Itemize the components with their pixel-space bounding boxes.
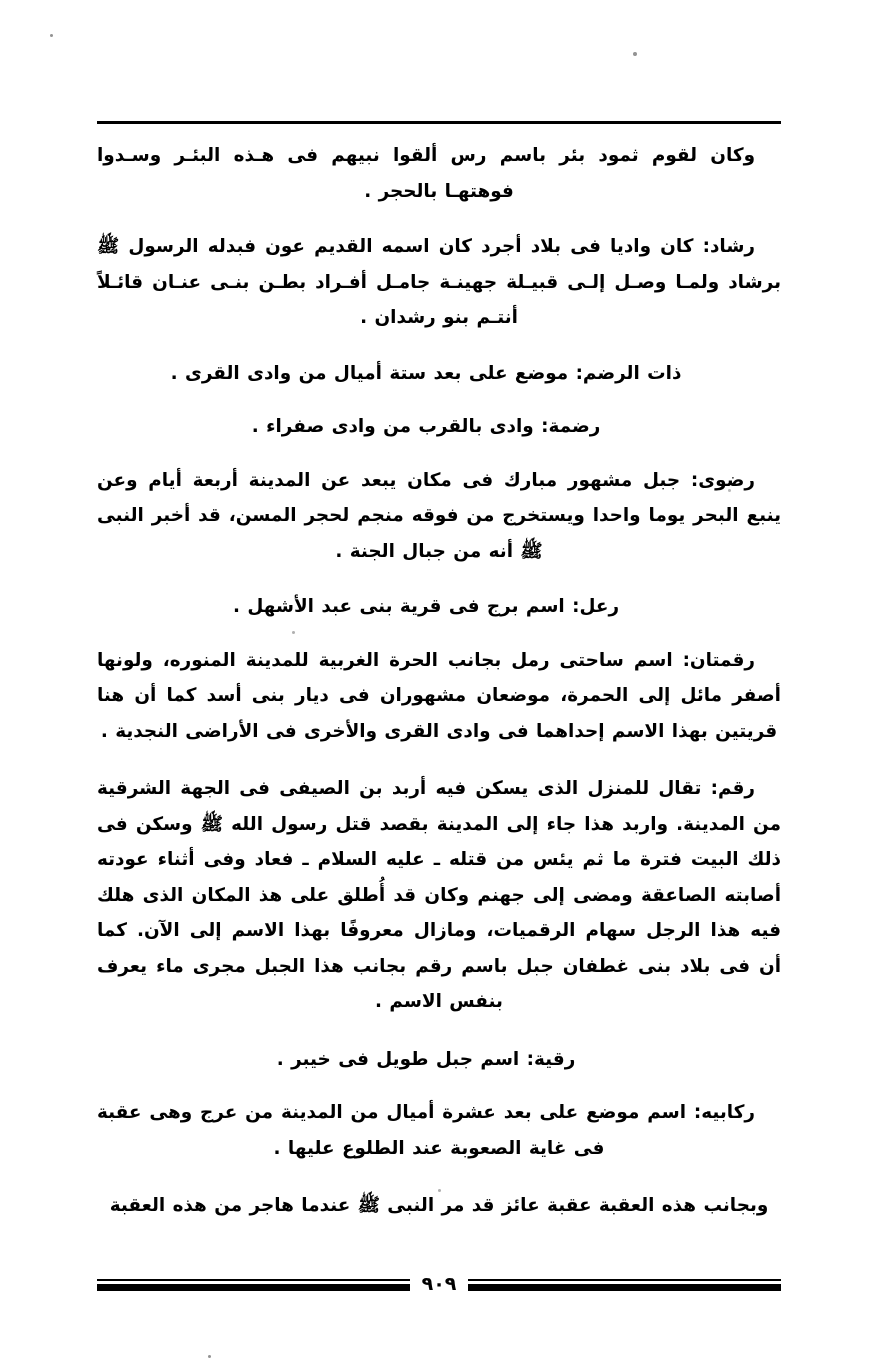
page-number: ٩٠٩	[421, 1273, 457, 1295]
entry-ruqmatan: رقمتان: اسم ساحتى رمل بجانب الحرة الغربية للمدينة المنوره، ولونها أصفر مائل إلى الحمرة، موضعان مشهوران فى ديار بنى أسد كما أن هنا قريتين بهذا الاسم إحداهما فى وادى القرى والأخرى فى الأراضى النجدية .	[97, 649, 781, 742]
paragraph-aqaba-continuation: وبجانب هذه العقبة عقبة عائز قد مر النبى ﷺ عندما هاجر من هذه العقبة	[109, 1195, 769, 1216]
header-rule	[97, 121, 781, 124]
entry-rukabiya: ركابيه: اسم موضع على بعد عشرة أميال من المدينة من عرج وهى عقبة فى غاية الصعوبة عند الطلوع عليها .	[97, 1102, 755, 1159]
scan-speckle	[633, 52, 637, 56]
page-footer	[97, 1272, 781, 1298]
page-body	[97, 138, 781, 1224]
scan-speckle	[208, 1355, 211, 1358]
entry-rashad: رشاد: كان واديا فى بلاد أجرد كان اسمه القديم عون فبدله الرسول ﷺ برشاد ولمـا وصـل إلـى قبيـلة جهينـة جامـل أفـراد بطـن بنـى عنـان قائـلاً أنتـم بنو رشدان .	[97, 236, 781, 328]
entry-radma: رضمة: وادى بالقرب من وادى صفراء .	[251, 416, 601, 437]
entry-dhat-al-radm: ذات الرضم: موضع على بعد ستة أميال من وادى القرى .	[170, 362, 682, 384]
entry-radwa: رضوى: جبل مشهور مبارك فى مكان يبعد عن المدينة أربعة أيام وعن ينبع البحر يوما واحدا ويستخرج من فوقه منجم لحجر المسن، قد أخبر النبى ﷺ أنه من جبال الجنة .	[97, 469, 781, 562]
entry-ruqm: رقم: تقال للمنزل الذى يسكن فيه أربد بن الصيفى فى الجهة الشرقية من المدينة. واربد هذا جاء إلى المدينة بقصد قتل رسول الله ﷺ وسكن فى ذلك البيت فترة ما ثم يئس من قتله ـ عليه السلام ـ فعاد وفى أثناء عودته أصابته الصاعقة ومضى إلى جهنم وكان قد أُطلق على هذ المكان الذى هلك فيه هذا الرجل سهام الرقميات، ومازال معروفًا بهذا الاسم إلى الآن. كما أن فى بلاد بنى غطفان جبل باسم رقم بجانب هذا الجبل مجرى ماء يعرف بنفس الاسم .	[97, 778, 781, 1012]
entry-ruqayya: رقية: اسم جبل طويل فى خيبر .	[276, 1048, 576, 1070]
paragraph-thamud-well: وكان لقوم ثمود بئر باسم رس ألقوا نبيهم فى هـذه البئـر وسـدوا فوهتهـا بالحجر .	[97, 145, 755, 202]
footer-rule-left	[97, 1279, 410, 1291]
footer-rule-right	[468, 1279, 781, 1291]
entry-ral: رعل: اسم برج فى قرية بنى عبد الأشهل .	[232, 596, 620, 617]
scan-speckle	[50, 34, 53, 37]
